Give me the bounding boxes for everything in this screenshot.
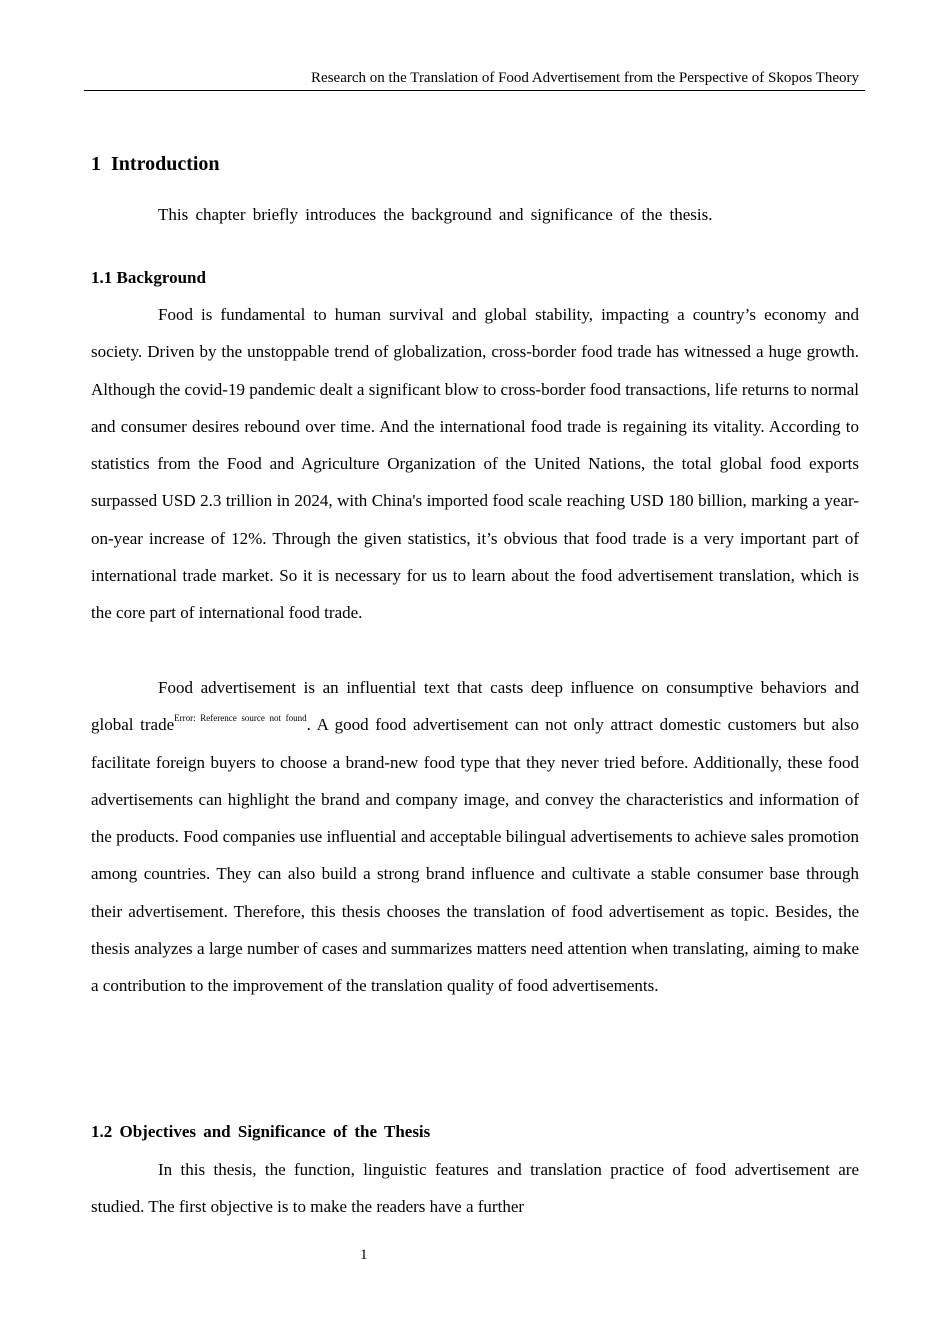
chapter-title: Introduction [111,153,220,175]
running-header [84,70,865,91]
paragraph-2-text-end: . A good food advertisement can not only attract domestic customers but also facilitate foreign buyers to choose a brand-new food type that they never tried before. Additionally, these food advertisements can highlight the brand and company image, and convey the characteristics and information of the products. Food companies use influential and acceptable bilingual advertisements to achieve sales promotion among countries. They can also build a strong brand influence and cultivate a stable consumer base through their advertisement. Therefore, this thesis chooses the translation of food advertisement as topic. Besides, the thesis analyzes a large number of cases and summarizes matters need attention when translating, aiming to make a contribution to the improvement of the translation quality of food advertisements. [91,715,859,996]
background-paragraph-1: Food is fundamental to human survival and global stability, impacting a country’s economy and society. Driven by the unstoppable trend of globalization, cross-border food trade has witnessed a huge growth. Although the covid-19 pandemic dealt a significant blow to cross-border food transactions, life returns to normal and consumer desires rebound over time. And the international food trade is regaining its vitality. According to statistics from the Food and Agriculture Organization of the United Nations, the total global food exports surpassed USD 2.3 trillion in 2024, with China's imported food scale reaching USD 180 billion, marking a year-on-year increase of 12%. Through the given statistics, it’s obvious that food trade is a very important part of international trade market. So it is necessary for us to learn about the food advertisement translation, which is the core part of international food trade. [91,305,859,623]
background-paragraph-2 [91,669,859,1005]
reference-error-note: Error: Reference source not found [174,712,307,723]
page-number: 1 [360,1247,368,1263]
running-header-title: Research on the Translation of Food Advertisement from the Perspective of Skopos Theory [311,70,859,86]
chapter-heading [91,153,220,176]
paragraph-2-text-start: Food advertisement is an influential text that casts deep influence on consumptive behaviors and global trade [91,678,859,735]
section-heading-background: 1.1 Background [91,268,206,287]
section-heading-objectives: 1.2 Objectives and Significance of the Thesis [91,1122,431,1141]
chapter-intro: This chapter briefly introduces the background and significance of the thesis. [158,205,713,224]
chapter-number: 1 [91,153,101,175]
objectives-paragraph-1: In this thesis, the function, linguistic features and translation practice of food advertisement are studied. The first objective is to make the readers have a further [91,1160,859,1217]
